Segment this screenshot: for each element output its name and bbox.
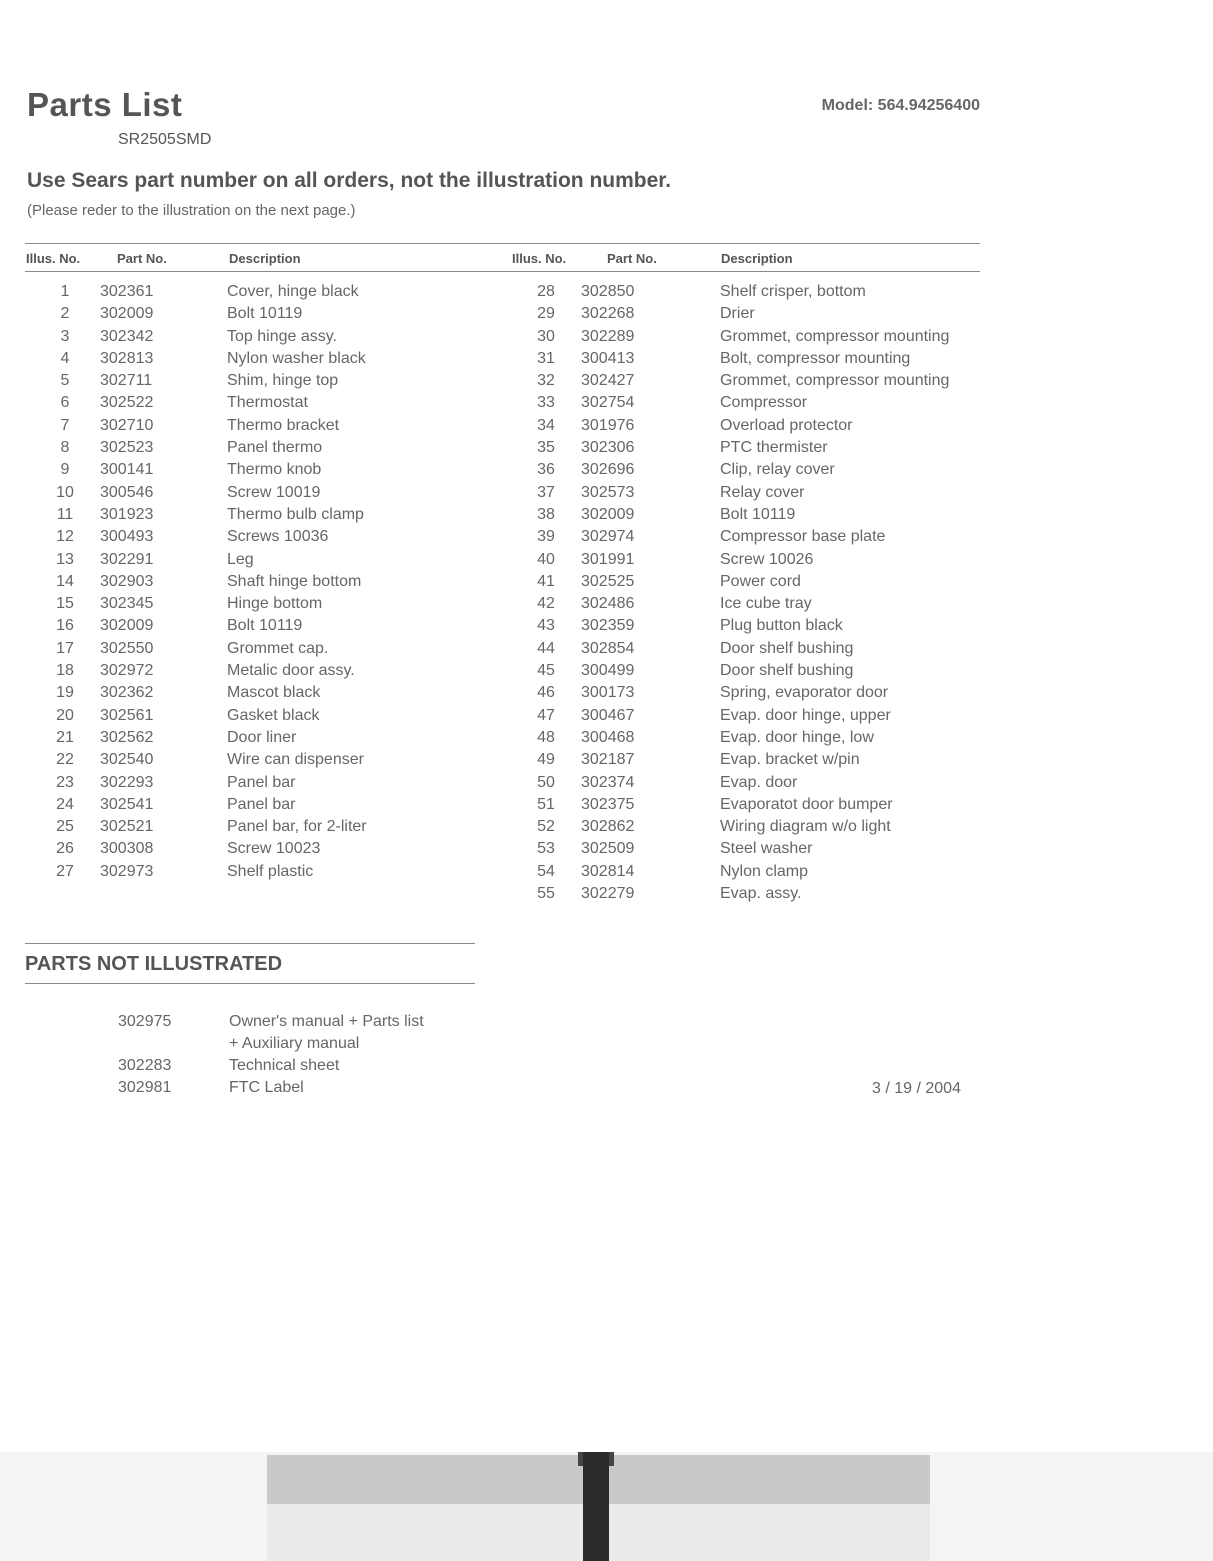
part-number: 302974 [581,528,635,546]
illus-number: 6 [60,394,70,412]
part-row [511,573,1000,595]
part-description: Thermo bulb clamp [227,505,364,523]
parts-table-left [30,283,487,885]
part-row [511,350,1000,372]
part-description: Compressor base plate [720,528,886,546]
page-title: Parts List [27,86,183,123]
part-description: Power cord [720,572,801,590]
part-description: Shelf crisper, bottom [720,283,866,300]
scan-dark-post [583,1452,609,1561]
part-row [30,863,487,885]
part-row [511,484,1000,506]
part-row [30,729,487,751]
part-number: 300546 [100,483,154,501]
illus-number: 21 [56,728,74,746]
illus-number: 24 [56,795,74,813]
illus-number: 12 [56,528,74,546]
part-description: Bolt 10119 [227,305,303,323]
pni-part-number: 302283 [118,1057,172,1074]
part-number: 301991 [581,550,635,568]
part-number: 302268 [581,305,635,323]
part-row [511,863,1000,885]
part-number: 302359 [581,617,635,635]
part-row [511,796,1000,818]
part-number: 300141 [100,461,154,479]
part-number: 301976 [581,416,635,434]
part-row [511,394,1000,416]
part-description: Mascot black [227,684,321,702]
part-row [30,305,487,327]
part-description: Drier [720,305,755,323]
part-row [511,283,1000,305]
illus-number: 47 [537,706,555,724]
part-number: 302279 [581,885,635,903]
part-description: Thermostat [227,394,308,412]
part-number: 302540 [100,751,154,769]
illus-number: 34 [537,416,555,434]
part-number: 300413 [581,349,635,367]
part-row [30,528,487,550]
part-row [30,461,487,483]
illus-number: 10 [56,483,74,501]
parts-not-illustrated-title: PARTS NOT ILLUSTRATED [25,953,283,975]
part-row [511,551,1000,573]
part-description: Plug button black [720,617,843,635]
part-row [511,751,1000,773]
column-header-illus-right: Illus. No. [512,251,567,266]
part-row [30,573,487,595]
part-number: 302522 [100,394,154,412]
illus-number: 4 [60,349,70,367]
order-notice: Use Sears part number on all orders, not the illustration number. [27,169,672,192]
part-row [511,617,1000,639]
part-number: 302375 [581,795,635,813]
part-row [511,372,1000,394]
part-number: 302427 [581,372,635,390]
part-row [30,617,487,639]
part-row [30,394,487,416]
part-row [30,595,487,617]
part-number: 302973 [100,862,154,880]
part-description: Shim, hinge top [227,372,339,390]
illus-number: 39 [537,528,555,546]
illus-number: 33 [537,394,555,412]
part-number: 302361 [100,283,154,300]
part-row [511,439,1000,461]
column-header-part-right: Part No. [607,251,657,266]
model-code: SR2505SMD [118,131,212,148]
illus-number: 13 [56,550,74,568]
document-date: 3 / 19 / 2004 [872,1080,961,1097]
part-row [511,707,1000,729]
pni-description: Technical sheet [229,1057,340,1074]
part-row [30,818,487,840]
pni-bottom-rule [25,983,475,984]
part-number: 302009 [100,617,154,635]
part-number: 300467 [581,706,635,724]
part-description: Screws 10036 [227,528,329,546]
part-description: Thermo bracket [227,416,340,434]
part-description: Screw 10023 [227,840,321,858]
illus-number: 48 [537,728,555,746]
illus-number: 2 [60,305,70,323]
illus-number: 18 [56,662,74,680]
part-description: Compressor [720,394,808,412]
part-number: 301923 [100,505,154,523]
illus-number: 25 [56,818,74,836]
part-description: Panel thermo [227,439,323,457]
part-description: Bolt 10119 [720,505,796,523]
illus-number: 27 [56,862,74,880]
part-number: 302009 [100,305,154,323]
illus-number: 8 [60,439,70,457]
part-description: Door shelf bushing [720,639,854,657]
part-description: Panel bar [227,773,296,791]
part-number: 302850 [581,283,635,300]
illus-number: 11 [56,505,74,523]
part-description: Panel bar, for 2-liter [227,818,367,836]
header-bottom-rule [25,271,980,272]
part-row [30,662,487,684]
part-number: 302814 [581,862,635,880]
part-row [30,840,487,862]
part-description: Clip, relay cover [720,461,835,479]
part-row [30,796,487,818]
part-row [30,350,487,372]
illus-number: 40 [537,550,555,568]
part-row [30,751,487,773]
part-description: Grommet, compressor mounting [720,327,950,345]
part-description: PTC thermister [720,439,828,457]
pni-description: Owner's manual + Parts list [229,1013,424,1030]
part-row [511,818,1000,840]
part-number: 302289 [581,327,635,345]
part-number: 302754 [581,394,635,412]
illus-number: 35 [537,439,555,457]
part-row [511,885,1000,907]
part-description: Evap. door hinge, upper [720,706,891,724]
part-row [30,640,487,662]
part-description: Panel bar [227,795,296,813]
part-number: 302562 [100,728,154,746]
part-row [30,506,487,528]
illus-number: 54 [537,862,555,880]
model-number: Model: 564.94256400 [821,97,980,114]
illus-number: 44 [537,639,555,657]
part-description: Top hinge assy. [227,327,337,345]
part-number: 302509 [581,840,635,858]
part-number: 300468 [581,728,635,746]
part-number: 300308 [100,840,154,858]
part-description: Shelf plastic [227,862,314,880]
part-description: Grommet, compressor mounting [720,372,950,390]
pni-description-continued: + Auxiliary manual [229,1035,360,1052]
part-description: Grommet cap. [227,639,329,657]
illus-number: 37 [537,483,555,501]
illus-number: 51 [537,795,555,813]
illus-number: 52 [537,818,555,836]
part-description: Wire can dispenser [227,751,364,769]
illus-number: 22 [56,751,74,769]
column-header-description-left: Description [229,251,301,266]
illus-number: 42 [537,595,555,613]
part-row [511,684,1000,706]
part-number: 302523 [100,439,154,457]
illus-number: 3 [60,327,70,345]
illus-number: 26 [56,840,74,858]
part-number: 302710 [100,416,154,434]
part-row [30,684,487,706]
part-number: 302521 [100,818,154,836]
part-number: 302573 [581,483,635,501]
part-number: 302696 [581,461,635,479]
illus-number: 7 [60,416,70,434]
part-description: Evap. assy. [720,885,802,903]
pni-part-number: 302981 [118,1079,172,1096]
illus-number: 41 [537,572,555,590]
part-row [511,305,1000,327]
part-description: Leg [227,550,254,568]
part-row [511,640,1000,662]
illus-number: 38 [537,505,555,523]
part-row [511,774,1000,796]
illus-number: 53 [537,840,555,858]
part-number: 302561 [100,706,154,724]
part-description: Evaporatot door bumper [720,795,893,813]
part-description: Metalic door assy. [227,662,355,680]
part-description: Shaft hinge bottom [227,572,362,590]
part-row [30,774,487,796]
illus-number: 5 [60,372,70,390]
part-number: 302525 [581,572,635,590]
part-number: 302486 [581,595,635,613]
illustration-reference-note: (Please reder to the illustration on the next page.) [27,202,356,219]
illus-number: 43 [537,617,555,635]
part-number: 302291 [100,550,154,568]
pni-part-number: 302975 [118,1013,172,1030]
header-top-rule [25,243,980,244]
part-number: 302903 [100,572,154,590]
illus-number: 49 [537,751,555,769]
part-description: Thermo knob [227,461,322,479]
part-row [511,528,1000,550]
part-number: 302362 [100,684,154,702]
part-description: Door liner [227,728,297,746]
part-row [30,372,487,394]
part-row [511,595,1000,617]
illus-number: 14 [56,572,74,590]
illus-number: 45 [537,662,555,680]
illus-number: 15 [56,595,74,613]
part-number: 300493 [100,528,154,546]
part-description: Bolt 10119 [227,617,303,635]
part-number: 302009 [581,505,635,523]
part-row [30,707,487,729]
part-description: Screw 10026 [720,550,814,568]
part-row [511,461,1000,483]
illus-number: 32 [537,372,555,390]
part-description: Door shelf bushing [720,662,854,680]
part-description: Spring, evaporator door [720,684,889,702]
illus-number: 28 [537,283,555,300]
illus-number: 46 [537,684,555,702]
part-number: 302541 [100,795,154,813]
illus-number: 17 [56,639,74,657]
part-description: Evap. door [720,773,798,791]
part-number: 302374 [581,773,635,791]
illus-number: 20 [56,706,74,724]
part-row [30,551,487,573]
part-description: Evap. door hinge, low [720,728,874,746]
part-number: 302187 [581,751,635,769]
illus-number: 29 [537,305,555,323]
illus-number: 50 [537,773,555,791]
illus-number: 36 [537,461,555,479]
part-number: 302862 [581,818,635,836]
column-header-description-right: Description [721,251,793,266]
part-row [511,328,1000,350]
part-row [30,283,487,305]
part-description: Nylon clamp [720,862,809,880]
part-row [511,729,1000,751]
illus-number: 1 [60,283,70,300]
part-number: 302345 [100,595,154,613]
part-number: 302293 [100,773,154,791]
parts-table-right [511,283,1000,907]
illus-number: 9 [60,461,70,479]
part-description: Wiring diagram w/o light [720,818,891,836]
part-description: Nylon washer black [227,349,366,367]
part-description: Ice cube tray [720,595,812,613]
illus-number: 30 [537,327,555,345]
part-number: 302550 [100,639,154,657]
part-row [30,439,487,461]
illus-number: 23 [56,773,74,791]
part-number: 302813 [100,349,154,367]
part-description: Bolt, compressor mounting [720,349,911,367]
part-number: 300499 [581,662,635,680]
part-description: Overload protector [720,416,853,434]
part-description: Gasket black [227,706,320,724]
part-number: 300173 [581,684,635,702]
column-header-part-left: Part No. [117,251,167,266]
part-number: 302972 [100,662,154,680]
part-description: Cover, hinge black [227,283,359,300]
part-description: Hinge bottom [227,595,323,613]
part-row [511,662,1000,684]
part-row [30,484,487,506]
part-number: 302854 [581,639,635,657]
pni-top-rule [25,943,475,944]
pni-description: FTC Label [229,1079,304,1096]
part-description: Relay cover [720,483,805,501]
part-row [511,506,1000,528]
part-row [511,840,1000,862]
part-description: Screw 10019 [227,483,321,501]
part-row [30,328,487,350]
part-row [511,417,1000,439]
illus-number: 16 [56,617,74,635]
part-number: 302342 [100,327,154,345]
illus-number: 55 [537,885,555,903]
part-row [30,417,487,439]
illus-number: 31 [537,349,555,367]
part-number: 302306 [581,439,635,457]
illus-number: 19 [56,684,74,702]
part-number: 302711 [100,372,153,390]
part-description: Evap. bracket w/pin [720,751,860,769]
part-description: Steel washer [720,840,813,858]
column-header-illus-left: Illus. No. [26,251,81,266]
